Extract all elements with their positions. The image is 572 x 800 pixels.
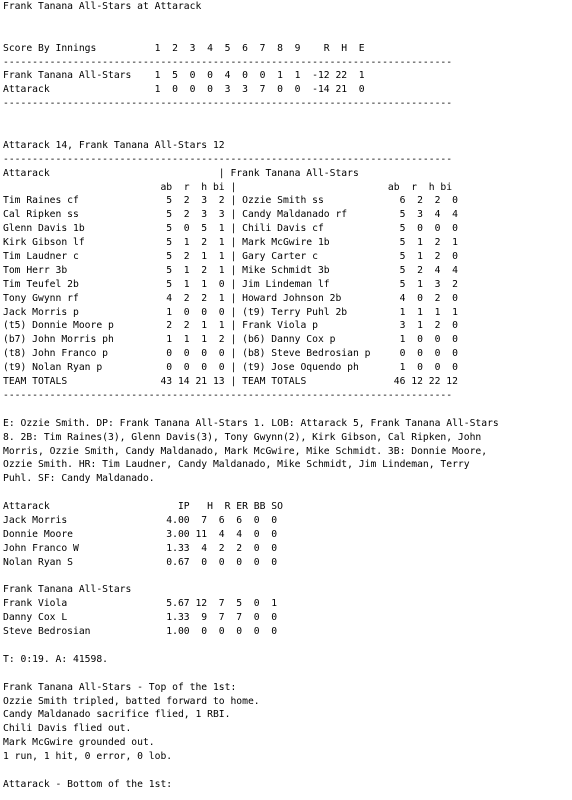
blank-line xyxy=(3,639,499,653)
linescore-header: Score By Innings 1 2 3 4 5 6 7 8 9 R H E xyxy=(3,42,365,54)
blank-line xyxy=(3,403,499,417)
blank-line xyxy=(3,486,499,500)
play-by-play-line: Mark McGwire grounded out. xyxy=(3,737,155,749)
blank-line xyxy=(3,570,499,584)
batting-row: (t9) Nolan Ryan p 0 0 0 0 | (t9) Jose Oquendo ph 1 0 0 0 xyxy=(3,362,458,374)
batting-row: Tim Teufel 2b 5 1 1 0 | Jim Lindeman lf 5 1 3 2 xyxy=(3,278,458,290)
pitching-header-home: Attarack IP H R ER BB SO xyxy=(3,501,283,513)
play-by-play-line: Candy Maldanado sacrifice flied, 1 RBI. xyxy=(3,709,231,721)
pitching-row: Nolan Ryan S 0.67 0 0 0 0 0 xyxy=(3,556,278,568)
batting-row: Tony Gwynn rf 4 2 2 1 | Howard Johnson 2b 4 0 2 0 xyxy=(3,292,458,304)
batting-row: Kirk Gibson lf 5 1 2 1 | Mark McGwire 1b 5 1 2 1 xyxy=(3,237,458,249)
game-notes-line: Morris, Ozzie Smith, Candy Maldanado, Mark McGwire, Mike Schmidt. 3B: Donnie Moore, xyxy=(3,445,488,457)
game-title: Frank Tanana All-Stars at Attarack xyxy=(3,1,202,12)
batting-row: (t5) Donnie Moore p 2 2 1 1 | Frank Viola p 3 1 2 0 xyxy=(3,320,458,332)
linescore-row-home: Attarack 1 0 0 0 3 3 7 0 0 -14 21 0 xyxy=(3,84,365,96)
batting-team-totals: TEAM TOTALS 43 14 21 13 | TEAM TOTALS 46 12 22 12 xyxy=(3,376,458,388)
blank-line xyxy=(3,111,499,125)
pitching-row: Donnie Moore 3.00 11 4 4 0 0 xyxy=(3,528,278,540)
pitching-row: Jack Morris 4.00 7 6 6 0 0 xyxy=(3,514,278,526)
batting-row: Tim Raines cf 5 2 3 2 | Ozzie Smith ss 6 2 2 0 xyxy=(3,195,458,207)
batting-row: Tim Laudner c 5 2 1 1 | Gary Carter c 5 1 2 0 xyxy=(3,251,458,263)
batting-row: (t8) John Franco p 0 0 0 0 | (b8) Steve Bedrosian p 0 0 0 0 xyxy=(3,348,458,360)
game-notes-line: Puhl. SF: Candy Maldanado. xyxy=(3,473,155,485)
blank-line xyxy=(3,28,499,42)
divider: ----------------------------------------------------------------------------- xyxy=(3,56,453,68)
final-score: Attarack 14, Frank Tanana All-Stars 12 xyxy=(3,139,225,151)
batting-row: Jack Morris p 1 0 0 0 | (t9) Terry Puhl 2b 1 1 1 1 xyxy=(3,306,458,318)
blank-line xyxy=(3,764,499,778)
batting-row: Glenn Davis 1b 5 0 5 1 | Chili Davis cf 5 0 0 0 xyxy=(3,223,458,235)
blank-line xyxy=(3,125,499,139)
pitching-row: Danny Cox L 1.33 9 7 7 0 0 xyxy=(3,612,278,624)
game-notes-line: 8. 2B: Tim Raines(3), Glenn Davis(3), Tony Gwynn(2), Kirk Gibson, Cal Ripken, John xyxy=(3,431,482,443)
batting-row: Cal Ripken ss 5 2 3 3 | Candy Maldanado rf 5 3 4 4 xyxy=(3,209,458,221)
blank-line xyxy=(3,14,499,28)
linescore-row-visitor: Frank Tanana All-Stars 1 5 0 0 4 0 0 1 1 -12 22 1 xyxy=(3,70,365,82)
pitching-header-visitor: Frank Tanana All-Stars xyxy=(3,584,132,596)
batting-row: Tom Herr 3b 5 1 2 1 | Mike Schmidt 3b 5 2 4 4 xyxy=(3,264,458,276)
play-by-play-line: Ozzie Smith tripled, batted forward to home. xyxy=(3,695,260,707)
divider: ----------------------------------------------------------------------------- xyxy=(3,153,453,165)
pitching-row: John Franco W 1.33 4 2 2 0 0 xyxy=(3,542,278,554)
blank-line xyxy=(3,667,499,681)
time-attendance: T: 0:19. A: 41598. xyxy=(3,653,108,665)
game-notes-line: E: Ozzie Smith. DP: Frank Tanana All-Stars 1. LOB: Attarack 5, Frank Tanana All-Stars xyxy=(3,417,499,429)
box-score-document xyxy=(3,0,499,792)
pitching-row: Steve Bedrosian 1.00 0 0 0 0 0 xyxy=(3,626,278,638)
batting-column-headers: ab r h bi | ab r h bi xyxy=(3,181,453,193)
play-by-play-line: Chili Davis flied out. xyxy=(3,723,132,735)
inning-summary: 1 run, 1 hit, 0 error, 0 lob. xyxy=(3,751,173,763)
game-notes-line: Ozzie Smith. HR: Tim Laudner, Candy Maldanado, Mike Schmidt, Jim Lindeman, Terry xyxy=(3,459,470,471)
inning-header: Attarack - Bottom of the 1st: xyxy=(3,778,173,790)
divider: ----------------------------------------------------------------------------- xyxy=(3,98,453,110)
inning-header: Frank Tanana All-Stars - Top of the 1st: xyxy=(3,681,237,693)
batting-team-headers: Attarack | Frank Tanana All-Stars xyxy=(3,167,359,179)
pitching-row: Frank Viola 5.67 12 7 5 0 1 xyxy=(3,598,278,610)
batting-row: (b7) John Morris ph 1 1 1 2 | (b6) Danny Cox p 1 0 0 0 xyxy=(3,334,458,346)
divider: ----------------------------------------------------------------------------- xyxy=(3,389,453,401)
